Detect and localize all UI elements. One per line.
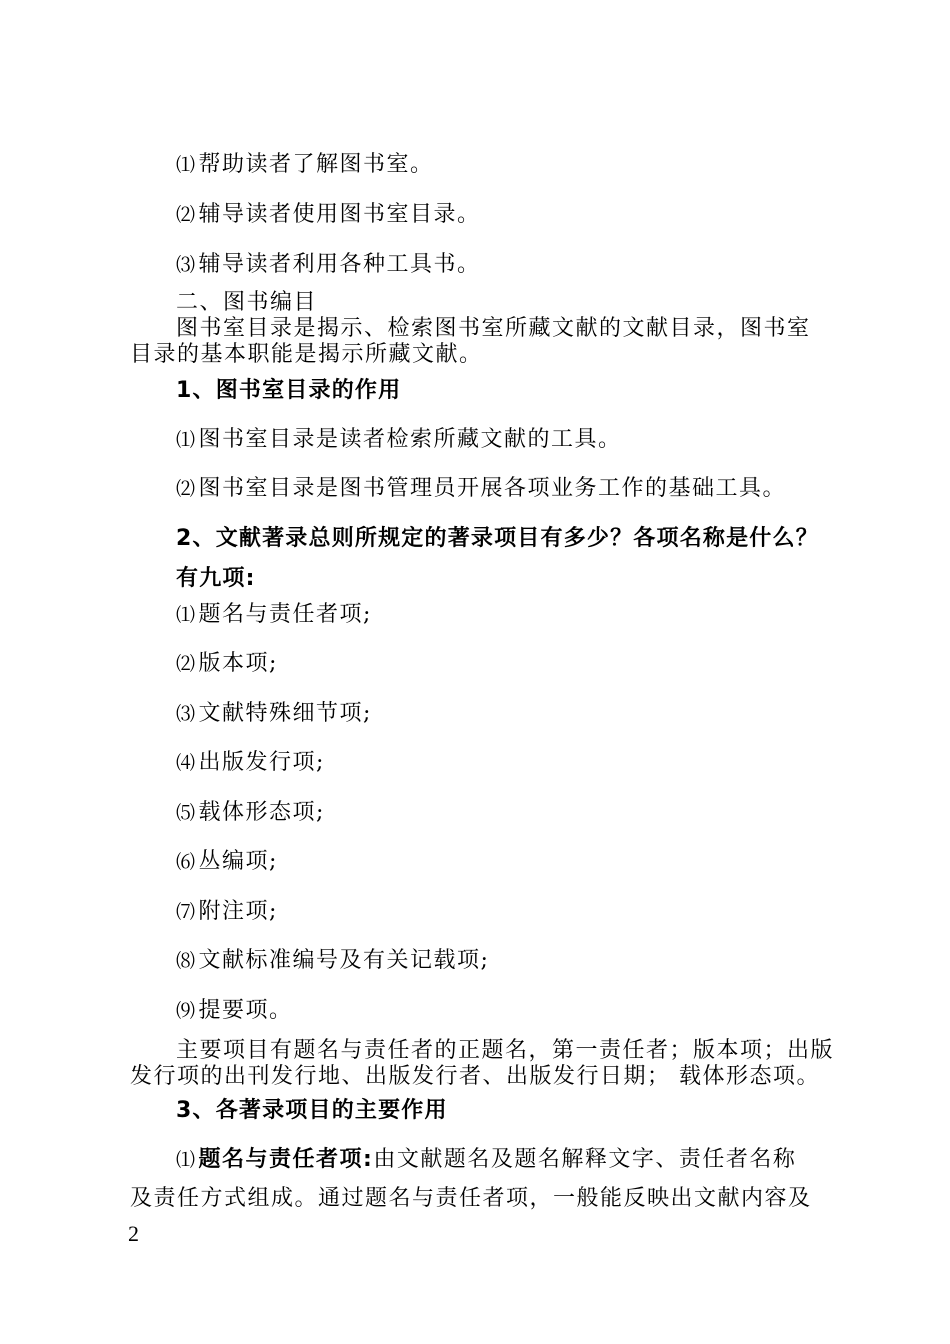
item-number: ⑴ xyxy=(176,604,197,626)
list-item xyxy=(176,425,622,455)
subsection-heading: 2、文献著录总则所规定的著录项目有多少？各项名称是什么？ xyxy=(176,526,819,551)
item-text: 附注项; xyxy=(198,899,278,924)
item-number: ⑸ xyxy=(176,802,197,824)
list-item xyxy=(176,250,481,280)
item-number: ⑷ xyxy=(176,752,197,774)
list-item xyxy=(176,699,372,729)
list-item xyxy=(176,748,325,778)
paragraph-line: 发行项的出刊发行地、出版发行者、出版发行日期； 载体形态项。 xyxy=(130,1064,820,1089)
item-text: 文献特殊细节项; xyxy=(198,701,372,726)
list-item xyxy=(176,798,325,828)
item-text: 丛编项; xyxy=(198,849,278,874)
list-item xyxy=(176,996,293,1026)
answer-text: 有九项: xyxy=(176,566,256,591)
list-item xyxy=(176,897,278,927)
item-number: ⑻ xyxy=(176,950,197,972)
list-item xyxy=(176,946,489,976)
item-number: ⑴ xyxy=(176,1149,197,1171)
list-item xyxy=(176,847,278,877)
item-number: ⑵ xyxy=(176,478,197,500)
paragraph-line: 图书室目录是揭示、检索图书室所藏文献的文献目录，图书室 xyxy=(176,316,811,341)
item-number: ⑵ xyxy=(176,653,197,675)
item-number: ⑶ xyxy=(176,703,197,725)
list-item xyxy=(176,200,481,230)
item-label: 题名与责任者项: xyxy=(198,1147,374,1172)
item-number: ⑺ xyxy=(176,901,197,923)
item-number: ⑴ xyxy=(176,429,197,451)
paragraph-line: 主要项目有题名与责任者的正题名，第一责任者；版本项；出版 xyxy=(176,1038,835,1063)
list-item xyxy=(176,150,434,180)
item-text: 版本项; xyxy=(198,651,278,676)
item-text: 辅导读者使用图书室目录。 xyxy=(198,202,481,227)
paragraph-line: 及责任方式组成。通过题名与责任者项，一般能反映出文献内容及 xyxy=(130,1186,812,1211)
item-number: ⑵ xyxy=(176,204,197,226)
item-text: 载体形态项; xyxy=(198,800,325,825)
list-item xyxy=(176,600,372,630)
list-item xyxy=(176,474,786,504)
item-number: ⑶ xyxy=(176,254,197,276)
item-text: 图书室目录是图书管理员开展各项业务工作的基础工具。 xyxy=(198,476,787,501)
item-text: 帮助读者了解图书室。 xyxy=(198,152,434,177)
section-heading: 二、图书编目 xyxy=(176,290,318,315)
item-text: 出版发行项; xyxy=(198,750,325,775)
item-number: ⑴ xyxy=(176,154,197,176)
item-text: 由文献题名及题名解释文字、责任者名称 xyxy=(373,1147,797,1172)
item-text: 提要项。 xyxy=(198,998,293,1023)
item-number: ⑼ xyxy=(176,1000,197,1022)
item-text: 题名与责任者项; xyxy=(198,602,372,627)
item-text: 辅导读者利用各种工具书。 xyxy=(198,252,481,277)
paragraph-line xyxy=(176,1145,796,1175)
page-number: 2 xyxy=(128,1221,139,1246)
list-item xyxy=(176,649,278,679)
item-number: ⑹ xyxy=(176,851,197,873)
subsection-heading: 3、各著录项目的主要作用 xyxy=(176,1098,448,1123)
item-text: 文献标准编号及有关记载项; xyxy=(198,948,490,973)
paragraph-line: 目录的基本职能是揭示所藏文献。 xyxy=(130,342,483,367)
item-text: 图书室目录是读者检索所藏文献的工具。 xyxy=(198,427,622,452)
subsection-heading: 1、图书室目录的作用 xyxy=(176,378,402,403)
